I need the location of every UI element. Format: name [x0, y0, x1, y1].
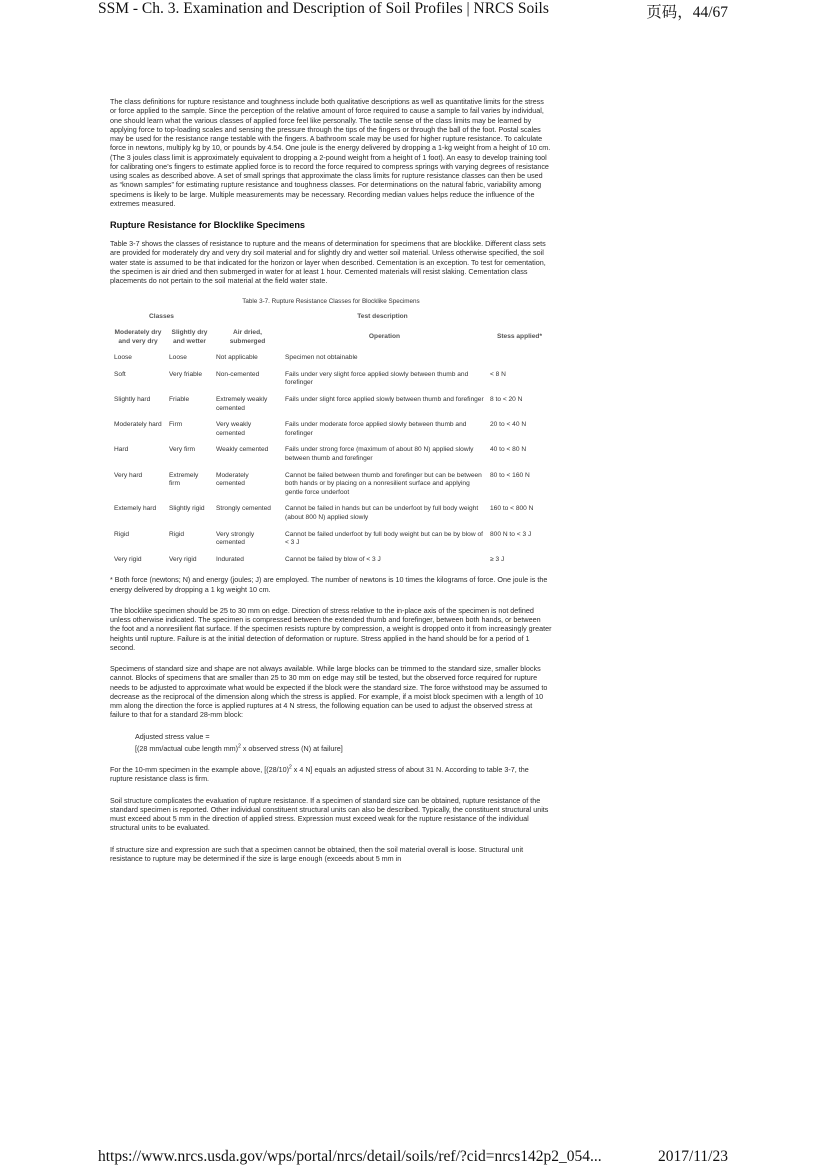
example-exponent: 2: [288, 764, 292, 771]
example-text: For the 10-mm specimen in the example above, [(28/10): [110, 765, 289, 775]
table-cell: < 8 N: [490, 370, 506, 378]
table-cell: Weakly cemented: [216, 446, 269, 454]
page-header: [98, 0, 728, 22]
rupture-resistance-table: [110, 313, 552, 573]
table-cell: Non-cemented: [216, 370, 260, 378]
table-cell: Rigid: [114, 530, 130, 538]
last-paragraph: If structure size and expression are such that a specimen cannot be obtained, then the soil material overall is loose. Structural unit resistance to rupture may be determined if the size is large enough (exceeds about 5 mm in: [110, 844, 524, 863]
table-cell: Strongly cemented: [216, 505, 271, 513]
col-header-moderately-dry: Moderately dry and very dry: [114, 329, 162, 345]
page-header-title: SSM - Ch. 3. Examination and Description of Soil Profiles | NRCS Soils: [98, 0, 549, 17]
specimen-paragraph: The blocklike specimen should be 25 to 30 mm on edge. Direction of stress relative to the in-place axis of the specimen is not defined unless otherwise indicated. The specimen is compressed between the extended thumb and forefinger, between both hands, or between the foot and a nonresilient flat surface. If the specimen resists rupture by compression, a weight is dropped onto it from increasingly greater heights until rupture. Failure is at the initial detection of deformation or rupture. Stress applied in the hand should be for a period of 1 second.: [110, 605, 552, 652]
table-cell: Slightly hard: [114, 396, 151, 404]
intro-paragraph: The class definitions for rupture resistance and toughness include both qualitative descriptions as well as quantitative limits for the stress or force applied to the sample. Since the perception of the relative amount of force required to cause a sample to fail varies by individual, one should learn what the various classes of applied force feel like personally. The tactile sense of the class limits may be learned by applying force to top-loading scales and sensing the pressure through the tips of the fingers or through the ball of the foot. Postal scales may be used for the resistance range testable with the fingers. A bathroom scale may be used for higher rupture resistance. To calculate force in newtons, multiply kg by 10, or pounds by 4.54. One joule is the energy delivered by dropping a 1-kg weight from a height of 10 cm. (The 3 joules class limit is approximately equivalent to dropping a 2-pound weight from a height of 1 foot). An easy to develop training tool for calibrating one’s fingers to estimate applied force is to record the force required to compress springs with varying degrees of resistance using scales as described above. A set of small springs that approximate the class limits for rupture resistance classes can then be used as “known samples” for estimating rupture resistance and toughness classes. For determinations on the natural fabric, variability among specimens is likely to be large. Multiple measurements may be necessary. Recording median values helps reduce the influence of the extremes measured.: [110, 97, 551, 208]
section-heading: Rupture Resistance for Blocklike Specimens: [110, 220, 306, 230]
table-row: [110, 472, 552, 506]
table-cell: Rigid: [169, 530, 185, 538]
table-cell: Fails under moderate force applied slowly between thumb and forefinger: [285, 421, 467, 437]
table-row: [110, 556, 552, 573]
classes-group-header: Classes: [149, 312, 174, 320]
table-cell: Indurated: [216, 555, 244, 563]
equation-line-1: Adjusted stress value =: [135, 731, 210, 741]
col-header-slightly-dry: Slightly dry and wetter: [171, 329, 208, 345]
table-cell: Very weakly cemented: [216, 421, 252, 437]
table-row: [110, 531, 552, 556]
equation-line-2: [135, 744, 552, 753]
table-cell: Fails under slight force applied slowly between thumb and forefinger: [285, 396, 484, 404]
table-cell: Moderately cemented: [216, 471, 249, 488]
table-row: [110, 446, 552, 471]
table-row: [110, 505, 552, 530]
table-cell: Extremely firm: [169, 471, 199, 488]
table-cell: Friable: [169, 396, 190, 404]
equation-exponent: 2: [238, 743, 241, 750]
table-cell: Cannot be failed in hands but can be underfoot by full body weight (about 800 N) applied slowly: [285, 505, 479, 521]
table-cell: Very firm: [169, 446, 196, 454]
table-cell: Fails under strong force (maximum of about 80 N) applied slowly between thumb and forefinger: [285, 446, 474, 463]
adjusted-stress-equation: [135, 732, 552, 754]
table-cell: ≥ 3 J: [490, 555, 505, 563]
equation-part: [(28 mm/actual cube length mm): [135, 743, 239, 753]
structure-paragraph: Soil structure complicates the evaluation of rupture resistance. If a specimen of standard size can be obtained, rupture resistance of the standard specimen is reported. Other individual constituent structural units can also be described. Typically, the constituent structural units must exceed about 5 mm in the direction of applied stress. Expression must exceed weak for the rupture resistance of the individual structural units to be evaluated.: [110, 795, 549, 833]
col-header-operation: Operation: [368, 333, 401, 341]
table-cell: Very rigid: [114, 555, 142, 563]
equation-part: x observed stress (N) at failure]: [240, 743, 343, 753]
example-paragraph: [110, 765, 552, 784]
table-cell: Loose: [169, 354, 187, 362]
table-cell: 80 to < 160 N: [490, 471, 530, 479]
table-cell: Very friable: [169, 370, 202, 378]
table-cell: Very hard: [114, 471, 143, 479]
table-cell: Extremely weakly cemented: [216, 396, 268, 412]
table-row: [110, 371, 552, 396]
table-cell: Soft: [114, 370, 126, 378]
example-text: x 4 N] equals an adjusted stress of about 31 N. According to table 3-7, the rupture resistance class is firm.: [110, 765, 529, 784]
table-cell: 800 N to < 3 J: [490, 530, 532, 538]
document-body: [110, 97, 552, 875]
table-cell: Cannot be failed between thumb and forefinger but can be between both hands or by placing on a nonresilient surface and applying gentle force underfoot: [285, 471, 482, 496]
table-cell: Loose: [114, 354, 132, 362]
table-caption: Table 3-7. Rupture Resistance Classes for Blocklike Specimens: [242, 298, 420, 306]
table-cell: 40 to < 80 N: [490, 446, 527, 454]
source-url: https://www.nrcs.usda.gov/wps/portal/nrcs/detail/soils/ref/?cid=nrcs142p2_054...: [98, 1148, 602, 1165]
table-row: [110, 354, 552, 371]
table-cell: Very strongly cemented: [216, 530, 255, 547]
table-cell: 8 to < 20 N: [490, 396, 523, 404]
table-cell: Very rigid: [169, 555, 197, 563]
col-header-stress-applied: Stess applied*: [496, 333, 543, 341]
test-description-group-header: Test description: [357, 312, 408, 320]
table-cell: Moderately hard: [114, 421, 162, 429]
table-cell: 160 to < 800 N: [490, 505, 534, 513]
table-cell: Extemely hard: [114, 505, 157, 513]
table-cell: Cannot be failed underfoot by full body weight but can be by blow of < 3 J: [285, 530, 483, 547]
table-cell: Hard: [114, 446, 129, 454]
col-header-air-dried: Air dried, submerged: [229, 329, 266, 345]
table-cell: Firm: [169, 421, 183, 429]
table-cell: Not applicable: [216, 354, 258, 362]
table-cell: [487, 354, 552, 371]
page-footer: [98, 1148, 728, 1168]
print-date: 2017/11/23: [657, 1148, 728, 1165]
table-row: [110, 396, 552, 421]
table-cell: 20 to < 40 N: [490, 421, 527, 429]
table-row: [110, 421, 552, 446]
table-footnote: * Both force (newtons; N) and energy (joules; J) are employed. The number of newtons is 10 times the kilograms of force. One joule is the energy delivered by dropping a 1 kg weight 10 cm.: [110, 575, 548, 594]
table-cell: Cannot be failed by blow of < 3 J: [285, 555, 381, 563]
table-cell: Slightly rigid: [169, 505, 205, 513]
standard-size-paragraph: Specimens of standard size and shape are not always available. While large blocks can be trimmed to the standard size, smaller blocks cannot. Blocks of specimens that are smaller than 25 to 30 mm on edge may still be tested, but the observed force required for rupture needs to be adjusted to approximate what would be expected if the block were the standard size. The force withstood may be assumed to decrease as the reciprocal of the dimension along which the stress is applied. For example, if a moist block specimen with a length of 10 mm along the direction the force is applied ruptures at 4 N stress, the following equation can be used to adjust the observed stress at failure to that for a standard 28-mm block:: [110, 664, 548, 720]
table-cell: Specimen not obtainable: [285, 354, 358, 362]
table-cell: Fails under very slight force applied slowly between thumb and forefinger: [285, 370, 469, 387]
section-intro-paragraph: Table 3-7 shows the classes of resistance to rupture and the means of determination for specimens that are blocklike. Different class sets are provided for moderately dry and very dry soil material and for slightly dry and wetter soil material. Unless otherwise specified, the soil water state is assumed to be that indicated for the horizon or layer when described. Cementation is an exception. To test for cementation, the specimen is air dried and then submerged in water for at least 1 hour. Cemented materials will resist slaking. Cementation class placements do not pertain to the soil material at the field water state.: [110, 239, 546, 285]
page-number: 页码，44/67: [646, 4, 728, 21]
